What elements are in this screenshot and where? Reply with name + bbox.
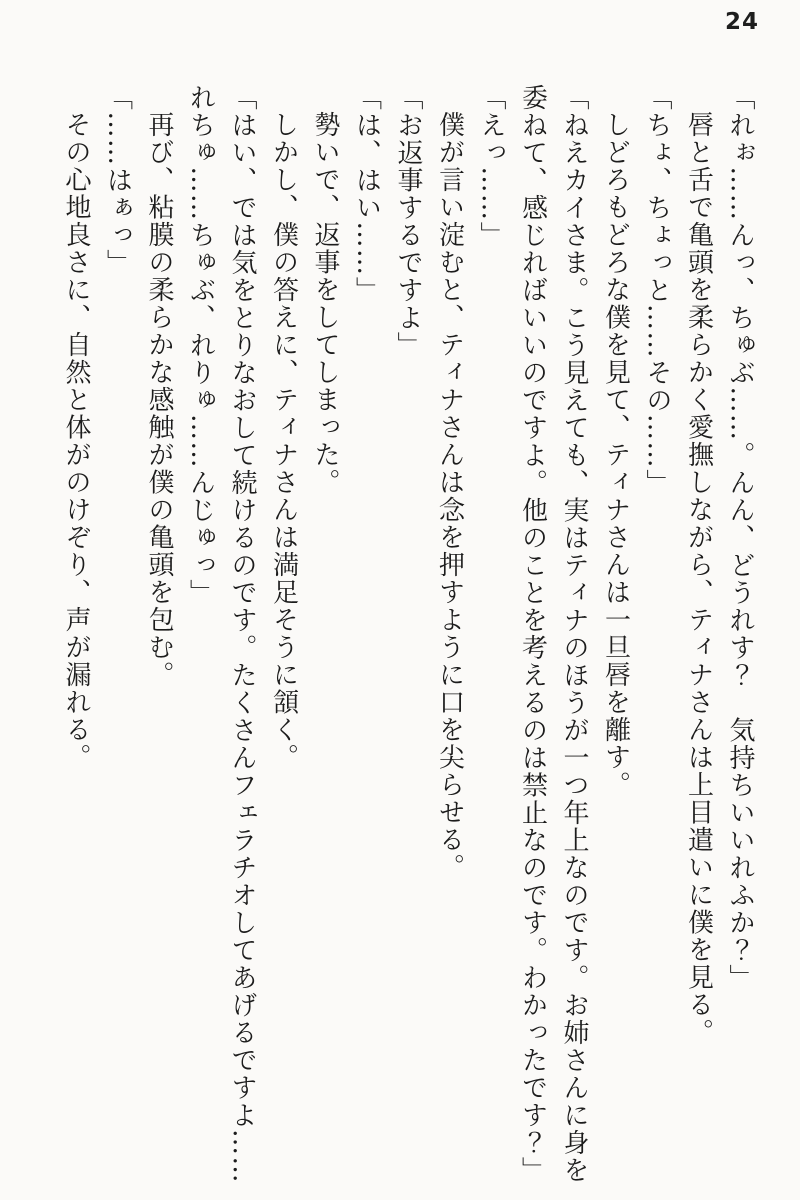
text-line: 再び、粘膜の柔らかな感触が僕の亀頭を包む。 — [144, 111, 174, 689]
text-line: 「はい、では気をとりなおして続けるのです。たくさんフェラチオしてあげるですよ…… — [227, 84, 257, 1184]
text-line: しどろもどろな僕を見て、ティナさんは一旦唇を離す。 — [600, 111, 631, 799]
text-line: 「……はぁっ」 — [102, 84, 133, 277]
text-line: 僕が言い淀むと、ティナさんは念を押すように口を尖らせる。 — [434, 111, 465, 881]
text-block — [55, 84, 761, 1194]
text-line: 「お返事するですよ」 — [393, 84, 423, 359]
text-line: その心地良さに、自然と体がのけぞり、声が漏れる。 — [61, 111, 91, 771]
text-line: 「ねえカイさま。こう見えても、実はティナのほうが一つ年上なのです。お姉さんに身を — [559, 84, 589, 1184]
text-line: 唇と舌で亀頭を柔らかく愛撫しながら、ティナさんは上目遣いに僕を見る。 — [683, 111, 714, 1046]
text-line: 「ちょ、ちょっと……その……」 — [642, 84, 672, 497]
text-line: 「は、はい……」 — [351, 84, 382, 304]
text-line: 勢いで、返事をしてしまった。 — [310, 111, 340, 496]
page-number: 24 — [724, 9, 759, 35]
text-line: 「れぉ……んっ、ちゅぶ……。んん、どうれす？ 気持ちいいれふか？」 — [725, 84, 755, 992]
text-line: れちゅ……ちゅぶ、れりゅ……んじゅっ」 — [185, 84, 216, 607]
text-line: しかし、僕の答えに、ティナさんは満足そうに頷く。 — [268, 111, 299, 771]
text-line: 委ねて、感じればいいのですよ。他のことを考えるのは禁止なのです。わかったです？」 — [517, 84, 548, 1184]
text-line: 「えっ……」 — [476, 84, 506, 249]
